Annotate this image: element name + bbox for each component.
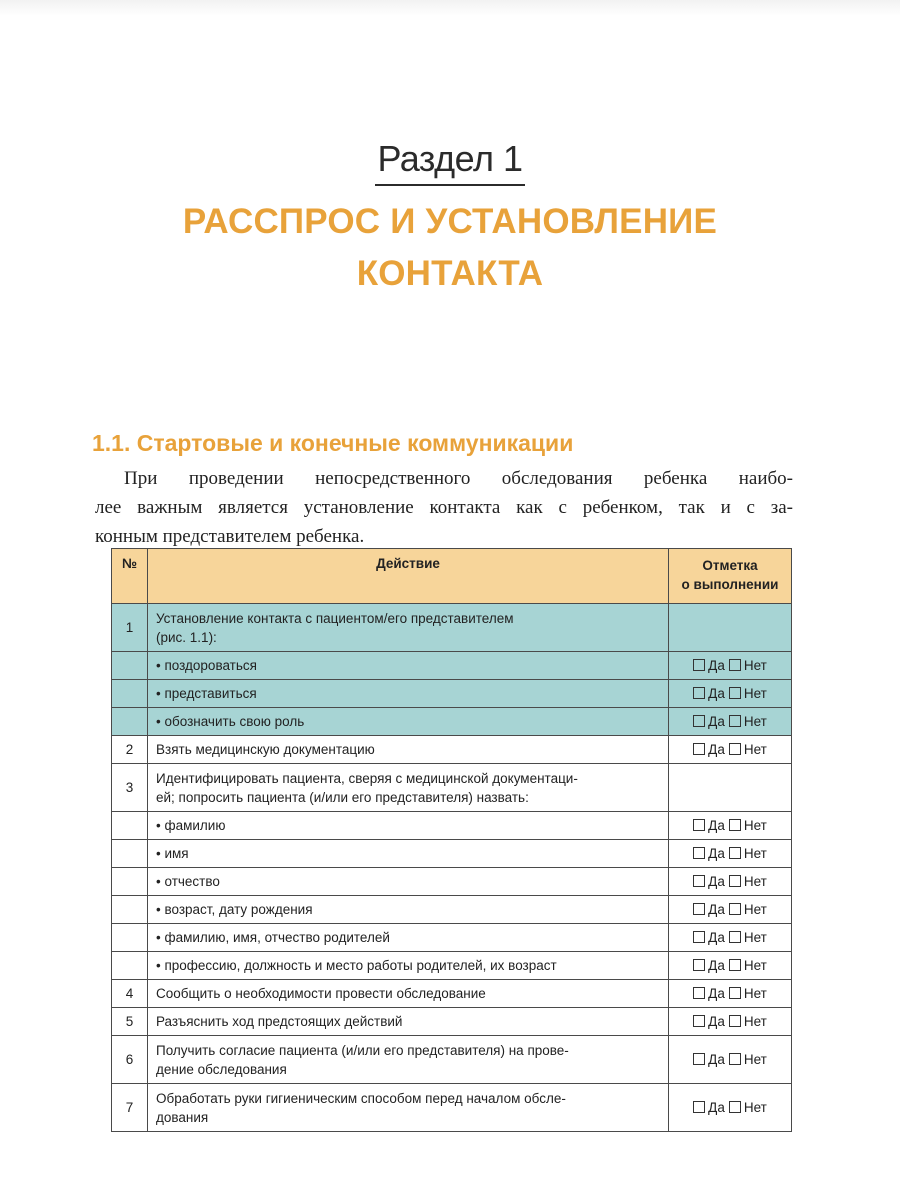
yes-label: Да bbox=[708, 686, 725, 701]
no-label: Нет bbox=[743, 874, 767, 889]
intro-paragraph bbox=[95, 464, 793, 551]
row-num-empty bbox=[112, 924, 148, 952]
intro-line-2: лее важным является установление контакта как с ребенком, так и с за- bbox=[95, 497, 793, 518]
no-checkbox[interactable] bbox=[729, 715, 741, 727]
row-action-line-2: дования bbox=[156, 1109, 209, 1125]
no-label: Нет bbox=[743, 714, 767, 729]
table-row bbox=[112, 736, 792, 764]
no-label: Нет bbox=[743, 686, 767, 701]
header-num: № bbox=[112, 549, 148, 604]
no-label: Нет bbox=[743, 902, 767, 917]
no-label: Нет bbox=[743, 986, 767, 1001]
yes-label: Да bbox=[708, 958, 725, 973]
row-mark bbox=[669, 952, 792, 980]
row-num: 3 bbox=[112, 764, 148, 812]
no-checkbox[interactable] bbox=[729, 931, 741, 943]
table-row bbox=[112, 1084, 792, 1132]
table-row bbox=[112, 1036, 792, 1084]
row-mark bbox=[669, 980, 792, 1008]
section-label bbox=[0, 138, 900, 186]
no-label: Нет bbox=[743, 818, 767, 833]
yes-checkbox[interactable] bbox=[693, 847, 705, 859]
yes-label: Да bbox=[708, 846, 725, 861]
no-checkbox[interactable] bbox=[729, 1015, 741, 1027]
yes-checkbox[interactable] bbox=[693, 987, 705, 999]
row-action: • профессию, должность и место работы родителей, их возраст bbox=[148, 952, 669, 980]
no-checkbox[interactable] bbox=[729, 1053, 741, 1065]
row-num-empty bbox=[112, 812, 148, 840]
row-num-empty bbox=[112, 952, 148, 980]
no-label: Нет bbox=[743, 1100, 767, 1115]
table-row bbox=[112, 952, 792, 980]
no-checkbox[interactable] bbox=[729, 847, 741, 859]
yes-label: Да bbox=[708, 658, 725, 673]
row-action bbox=[148, 764, 669, 812]
row-mark bbox=[669, 1084, 792, 1132]
no-checkbox[interactable] bbox=[729, 1101, 741, 1113]
yes-checkbox[interactable] bbox=[693, 687, 705, 699]
header-mark bbox=[669, 549, 792, 604]
yes-checkbox[interactable] bbox=[693, 903, 705, 915]
no-label: Нет bbox=[743, 846, 767, 861]
row-num: 4 bbox=[112, 980, 148, 1008]
row-action: • возраст, дату рождения bbox=[148, 896, 669, 924]
row-action-line-2: дение обследования bbox=[156, 1061, 287, 1077]
yes-checkbox[interactable] bbox=[693, 875, 705, 887]
subsection-title: 1.1. Стартовые и конечные коммуникации bbox=[92, 430, 574, 456]
row-mark bbox=[669, 1036, 792, 1084]
yes-label: Да bbox=[708, 818, 725, 833]
row-action: Взять медицинскую документацию bbox=[148, 736, 669, 764]
row-action: • фамилию bbox=[148, 812, 669, 840]
table-row bbox=[112, 980, 792, 1008]
checklist-table bbox=[111, 548, 792, 1132]
intro-line-1: При проведении непосредственного обследования ребенка наибо- bbox=[124, 468, 793, 489]
section-title bbox=[0, 196, 900, 300]
row-action-line-2: (рис. 1.1): bbox=[156, 629, 217, 645]
no-checkbox[interactable] bbox=[729, 659, 741, 671]
yes-checkbox[interactable] bbox=[693, 959, 705, 971]
row-action: • фамилию, имя, отчество родителей bbox=[148, 924, 669, 952]
header-mark-line-2: о выполнении bbox=[681, 577, 779, 592]
no-checkbox[interactable] bbox=[729, 687, 741, 699]
yes-checkbox[interactable] bbox=[693, 743, 705, 755]
row-mark-empty bbox=[669, 764, 792, 812]
yes-checkbox[interactable] bbox=[693, 715, 705, 727]
section-label-text: Раздел 1 bbox=[375, 138, 524, 186]
table-row bbox=[112, 652, 792, 680]
table-row bbox=[112, 764, 792, 812]
row-action bbox=[148, 604, 669, 652]
no-label: Нет bbox=[743, 658, 767, 673]
row-num-empty bbox=[112, 868, 148, 896]
row-num: 5 bbox=[112, 1008, 148, 1036]
row-mark bbox=[669, 1008, 792, 1036]
row-action-line-1: Идентифицировать пациента, сверяя с медицинской документаци- bbox=[156, 770, 578, 786]
no-checkbox[interactable] bbox=[729, 819, 741, 831]
no-label: Нет bbox=[743, 1052, 767, 1067]
row-action: • обозначить свою роль bbox=[148, 708, 669, 736]
no-checkbox[interactable] bbox=[729, 987, 741, 999]
row-action-line-2: ей; попросить пациента (и/или его представителя) назвать: bbox=[156, 789, 529, 805]
yes-label: Да bbox=[708, 986, 725, 1001]
row-action: • отчество bbox=[148, 868, 669, 896]
no-label: Нет bbox=[743, 930, 767, 945]
no-checkbox[interactable] bbox=[729, 903, 741, 915]
row-mark bbox=[669, 840, 792, 868]
no-label: Нет bbox=[743, 742, 767, 757]
table-row bbox=[112, 812, 792, 840]
row-action-line-1: Получить согласие пациента (и/или его представителя) на прове- bbox=[156, 1042, 569, 1058]
row-mark bbox=[669, 924, 792, 952]
yes-checkbox[interactable] bbox=[693, 1053, 705, 1065]
row-action: • поздороваться bbox=[148, 652, 669, 680]
row-mark bbox=[669, 812, 792, 840]
row-mark bbox=[669, 680, 792, 708]
row-mark bbox=[669, 736, 792, 764]
row-mark bbox=[669, 896, 792, 924]
row-num: 7 bbox=[112, 1084, 148, 1132]
section-title-line-2: КОНТАКТА bbox=[356, 254, 544, 293]
table-row bbox=[112, 680, 792, 708]
row-num: 1 bbox=[112, 604, 148, 652]
table-row bbox=[112, 604, 792, 652]
no-label: Нет bbox=[743, 958, 767, 973]
row-action bbox=[148, 1036, 669, 1084]
intro-line-3: конным представителем ребенка. bbox=[95, 526, 365, 547]
yes-label: Да bbox=[708, 874, 725, 889]
row-num-empty bbox=[112, 896, 148, 924]
table-header-row bbox=[112, 549, 792, 604]
yes-label: Да bbox=[708, 902, 725, 917]
row-mark bbox=[669, 868, 792, 896]
table-row bbox=[112, 708, 792, 736]
yes-label: Да bbox=[708, 714, 725, 729]
yes-checkbox[interactable] bbox=[693, 1101, 705, 1113]
row-action: Разъяснить ход предстоящих действий bbox=[148, 1008, 669, 1036]
yes-label: Да bbox=[708, 1100, 725, 1115]
yes-label: Да bbox=[708, 742, 725, 757]
yes-checkbox[interactable] bbox=[693, 1015, 705, 1027]
row-mark bbox=[669, 652, 792, 680]
no-checkbox[interactable] bbox=[729, 959, 741, 971]
row-mark bbox=[669, 708, 792, 736]
table-row bbox=[112, 1008, 792, 1036]
row-action: • имя bbox=[148, 840, 669, 868]
no-checkbox[interactable] bbox=[729, 875, 741, 887]
page-top-shade bbox=[0, 0, 900, 16]
yes-label: Да bbox=[708, 930, 725, 945]
row-num-empty bbox=[112, 840, 148, 868]
no-label: Нет bbox=[743, 1014, 767, 1029]
row-num-empty bbox=[112, 680, 148, 708]
table-row bbox=[112, 840, 792, 868]
row-num-empty bbox=[112, 652, 148, 680]
row-num: 6 bbox=[112, 1036, 148, 1084]
row-num-empty bbox=[112, 708, 148, 736]
row-action bbox=[148, 1084, 669, 1132]
no-checkbox[interactable] bbox=[729, 743, 741, 755]
row-action: • представиться bbox=[148, 680, 669, 708]
row-action: Сообщить о необходимости провести обследование bbox=[148, 980, 669, 1008]
yes-label: Да bbox=[708, 1014, 725, 1029]
row-action-line-1: Установление контакта с пациентом/его представителем bbox=[156, 610, 514, 626]
header-mark-line-1: Отметка bbox=[702, 558, 758, 573]
row-num: 2 bbox=[112, 736, 148, 764]
header-action: Действие bbox=[148, 549, 669, 604]
table-row bbox=[112, 896, 792, 924]
row-mark-empty bbox=[669, 604, 792, 652]
section-title-line-1: РАССПРОС И УСТАНОВЛЕНИЕ bbox=[182, 202, 718, 241]
table-row bbox=[112, 924, 792, 952]
yes-checkbox[interactable] bbox=[693, 659, 705, 671]
yes-checkbox[interactable] bbox=[693, 819, 705, 831]
yes-label: Да bbox=[708, 1052, 725, 1067]
row-action-line-1: Обработать руки гигиеническим способом перед началом обсле- bbox=[156, 1090, 566, 1106]
yes-checkbox[interactable] bbox=[693, 931, 705, 943]
table-row bbox=[112, 868, 792, 896]
